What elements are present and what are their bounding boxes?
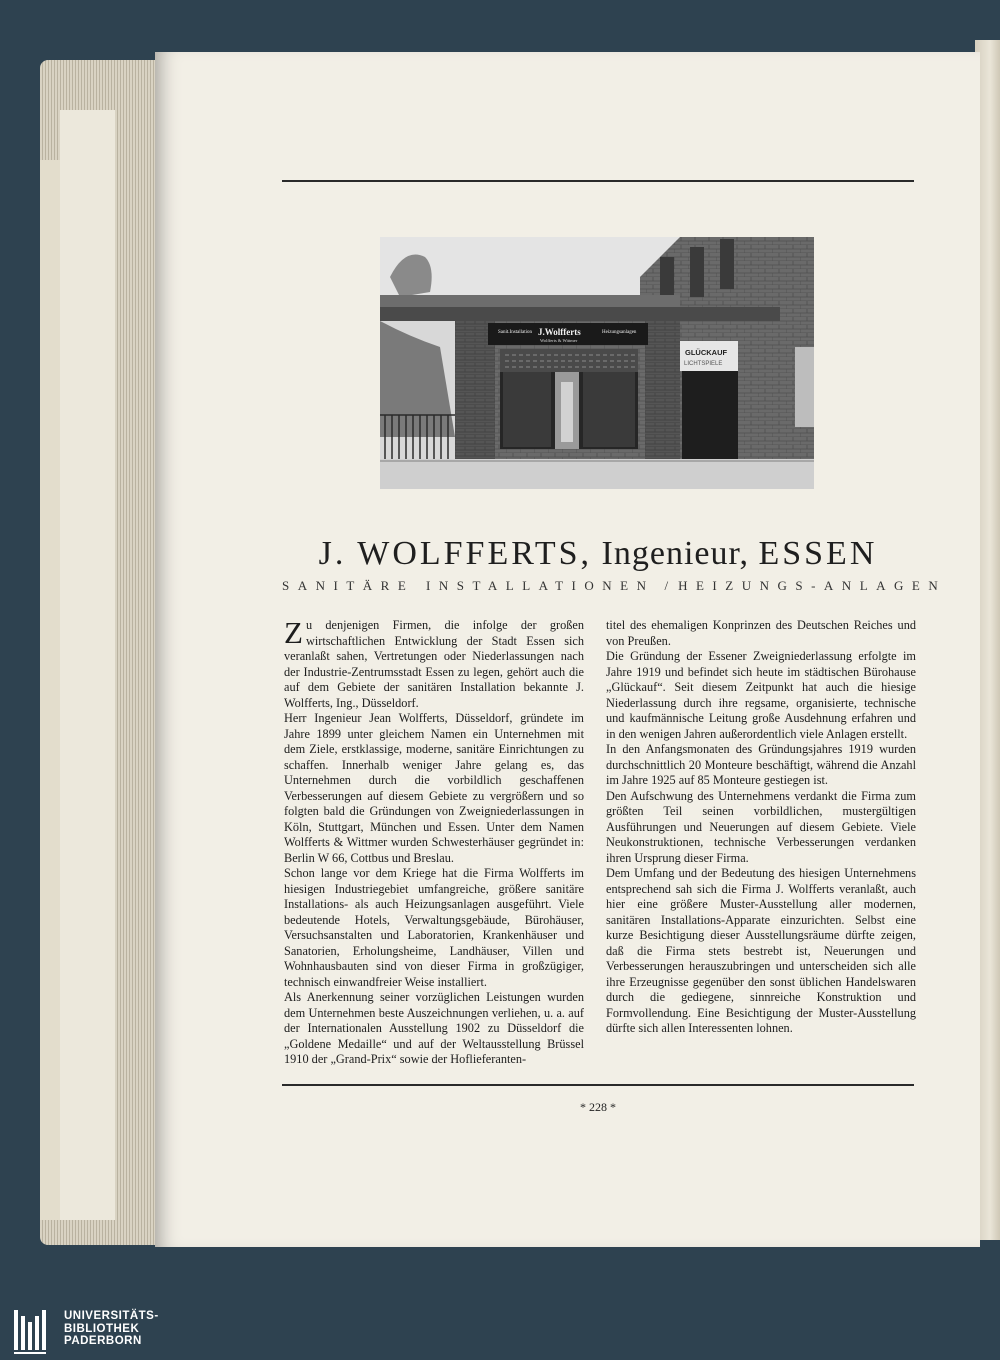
article-subheading <box>282 578 947 594</box>
paragraph <box>284 615 584 711</box>
gluckauf-sign-top: GLÜCKAUF <box>685 348 728 357</box>
flyleaf <box>60 110 115 1220</box>
subhead-left: SANITÄRE INSTALLATIONEN <box>282 578 655 593</box>
top-rule <box>282 180 914 182</box>
gluckauf-sign-bottom: LICHTSPIELE <box>684 361 723 367</box>
heading-name: J. WOLFFERTS, <box>318 535 593 572</box>
library-logo-text <box>64 1310 159 1348</box>
heading-city: ESSEN <box>758 535 878 572</box>
paragraph-text: u denjenigen Firmen, die infolge der großen wirtschaftlichen Entwicklung der Stadt Essen sich veranlaßt sahen, Vertretungen oder Niederlassungen nach der Industrie-Zentrumsstadt Essen zu legen, gehört auch die auf dem Gebiete der sanitären Installation bekannte J. Wolfferts, Ing., Düsseldorf. <box>284 618 584 710</box>
logo-line: PADERBORN <box>64 1335 142 1347</box>
page-number: * 228 * <box>580 1100 616 1114</box>
paragraph: Schon lange vor dem Kriege hat die Firma Wolfferts im hiesigen Industriegebiet umfangreiche, größere sanitäre Installations- als auch Heizungsanlagen ausgeführt. Viele bedeutende Hotels, Verwaltungsgebäude, Bürohäuser, Versuchsanstalten und Laboratorien, Krankenhäuser und Sanatorien, Erholungsheime, Landhäuser, Villen und Wohnhausbauten sind von dieser Firma in großzügiger, technisch einwandfreier Weise installiert. <box>284 866 584 989</box>
logo-line: UNIVERSITÄTS- <box>64 1310 159 1322</box>
paragraph: Herr Ingenieur Jean Wolfferts, Düsseldorf, gründete im Jahre 1899 unter gleichem Namen ein Unternehmen mit dem Ziele, erstklassige, moderne, sanitäre Einrichtungen zu schaffen. Innerhalb weniger Jahre gelang es, das Unternehmen durch die vorbildlich geschaffenen Verbesserungen auf diesem Gebiete zu vergrößern und so folgten bald die Gründungen von Zweigniederlassungen in Köln, Stuttgart, München und Essen. Unter dem Namen Wolfferts & Wittmer wurden Schwesterhäuser gegründet in: Berlin W 66, Cottbus und Breslau. <box>284 711 584 865</box>
subhead-right: HEIZUNGS-ANLAGEN <box>678 578 947 593</box>
bottom-rule <box>282 1084 914 1086</box>
sign-left-text: Sanit.Installation <box>498 330 533 335</box>
storefront-photo <box>380 237 814 489</box>
sign-center-text: J.Wolfferts <box>538 327 581 337</box>
drop-cap: Z <box>284 615 303 650</box>
paragraph: Als Anerkennung seiner vorzüglichen Leistungen wurden dem Unternehmen beste Auszeichnungen verliehen, u. a. auf der Internationalen Ausstellung 1902 zu Düsseldorf die „Goldene Medaille“ und auf der Weltausstellung Brüssel 1910 der „Grand-Prix“ sowie der Hoflieferanten- <box>284 990 584 1066</box>
sign-right-text: Heizungsanlagen <box>602 330 637 335</box>
paragraph: Die Gründung der Essener Zweigniederlassung erfolgte im Jahre 1919 und befindet sich heute im städtischen Bürohause „Glückauf“. Seit diesem Zeitpunkt hat auch die hiesige Niederlassung durch ihre regsame, organisierte, technische und kaufmännische Leitung große Ausdehnung erfahren und in den wenigen Jahren außerordentlich viele Anlagen erstellt. <box>606 649 916 741</box>
paragraph: In den Anfangsmonaten des Gründungsjahres 1919 wurden durchschnittlich 20 Monteure beschäftigt, während die Anzahl im Jahre 1925 auf 85 Monteure gestiegen ist. <box>606 742 916 787</box>
paragraph: Dem Umfang und der Bedeutung des hiesigen Unternehmens entsprechend sah sich die Firma J. Wolfferts veranlaßt, auch hier eine größere Muster-Ausstellung aller modernen, sanitären Installations-Apparate einzurichten. Selbst eine kurze Besichtigung dieser Ausstellungsräume dürfte zeigen, daß die Firma stets bestrebt ist, Neuerungen und Verbesserungen herauszubringen und unterscheiden sich alle ihre Erzeugnisse gegenüber den sonst üblichen Handelswaren durch die gediegene, sinnreiche Konstruktion und Formvollendung. Eine Besichtigung der Muster-Ausstellung dürfte sich allen Interessenten lohnen. <box>606 866 916 1035</box>
paragraph: titel des ehemaligen Konprinzen des Deutschen Reiches und von Preußen. <box>606 618 916 648</box>
sign-center-subtext: Wolfferts & Wittmer <box>540 338 578 343</box>
text-column-left <box>284 615 584 1068</box>
heading-title: Ingenieur, <box>601 535 749 572</box>
paragraph: Den Aufschwung des Unternehmens verdankt die Firma zum größten Teil seinen vorbildlichen, mustergültigen Ausführungen und Neuerungen auf diesem Gebiete. Viele Neukonstruktionen, technische Verbesserungen verdanken ihren Ursprung dieser Firma. <box>606 788 916 865</box>
text-column-right <box>606 618 916 1037</box>
logo-line: BIBLIOTHEK <box>64 1322 140 1335</box>
subhead-separator: / <box>664 578 669 593</box>
library-logo-icon <box>14 1310 52 1358</box>
article-heading <box>282 535 914 573</box>
